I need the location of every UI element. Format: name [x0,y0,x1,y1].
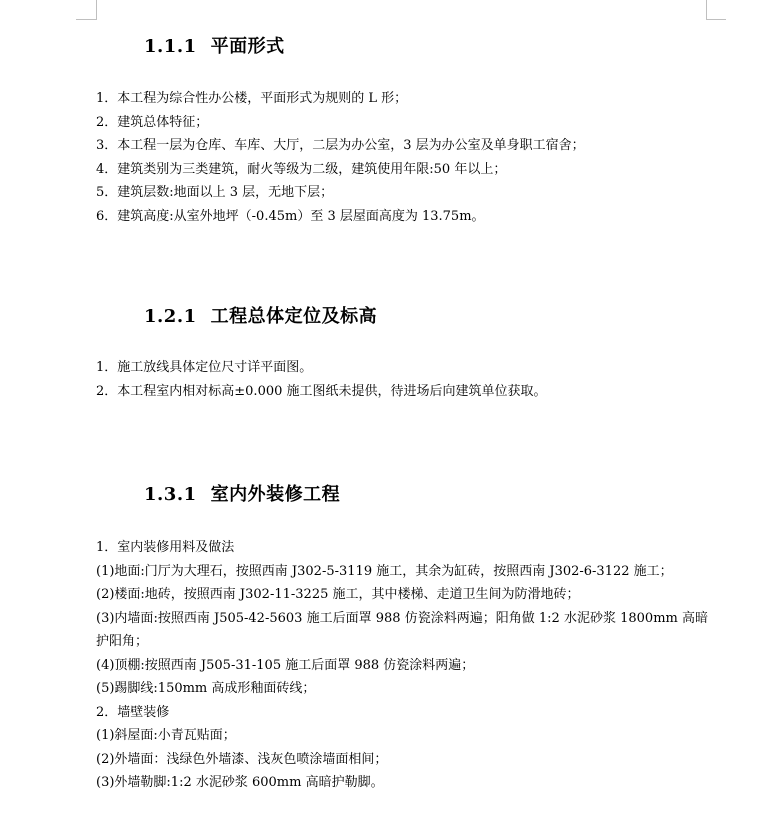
list-item: (2)外墙面：浅绿色外墙漆、浅灰色喷涂墙面相间； [96,751,388,767]
crop-mark-top-right-vertical [706,0,707,20]
list-item: (5)踢脚线:150mm 高成形釉面砖线； [96,681,316,696]
list-item: (3)内墙面:按照西南 J505-42-5603 施工后面罩 988 仿瓷涂料两遍；阳角做 1:2 水泥砂浆 1800mm 高暗护阳角； [96,610,708,649]
section-body-1 [96,87,708,228]
crop-mark-top-left-horizontal [76,19,96,20]
list-item: (4)顶棚:按照西南 J505-31-105 施工后面罩 988 仿瓷涂料两遍； [96,657,475,673]
section-heading-3 [144,480,340,506]
section-number: 1.1.1 [144,36,197,57]
list-item: 1．本工程为综合性办公楼，平面形式为规则的 L 形； [96,91,408,106]
section-heading-1 [144,32,285,58]
section-title: 平面形式 [210,36,285,57]
section-heading-2 [144,302,377,328]
list-item: 2．墙壁装修 [96,704,170,720]
list-item: 4．建筑类别为三类建筑，耐火等级为二级，建筑使用年限:50 年以上； [96,161,507,177]
list-item: (3)外墙勒脚:1:2 水泥砂浆 600mm 高暗护勒脚。 [96,775,384,790]
section-title: 室内外装修工程 [210,484,341,505]
section-number: 1.3.1 [144,484,197,505]
section-number: 1.2.1 [144,306,197,327]
list-item: (2)楼面:地砖，按照西南 J302-11-3225 施工，其中楼梯、走道卫生间为防滑地砖； [96,587,580,602]
list-item: 3．本工程一层为仓库、车库、大厅，二层为办公室，3 层为办公室及单身职工宿舍； [96,138,585,153]
section-body-3 [96,536,708,795]
list-item: (1)地面:门厅为大理石，按照西南 J302-5-3119 施工，其余为缸砖，按照西南 J302-6-3122 施工； [96,563,673,579]
list-item: 6．建筑高度:从室外地坪（-0.45m）至 3 层屋面高度为 13.75m。 [96,208,485,224]
list-item: 1．施工放线具体定位尺寸详平面图。 [96,360,313,375]
list-item: 5．建筑层数:地面以上 3 层，无地下层； [96,185,334,200]
list-item: 2．本工程室内相对标高±0.000 施工图纸未提供，待进场后向建筑单位获取。 [96,383,547,399]
crop-mark-top-left-vertical [96,0,97,20]
list-item: 2．建筑总体特征； [96,114,209,130]
crop-mark-top-right-horizontal [706,19,726,20]
section-title: 工程总体定位及标高 [210,306,378,327]
section-body-2 [96,356,708,403]
list-item: 1．室内装修用料及做法 [96,540,235,555]
list-item: (1)斜屋面:小青瓦贴面； [96,728,236,743]
